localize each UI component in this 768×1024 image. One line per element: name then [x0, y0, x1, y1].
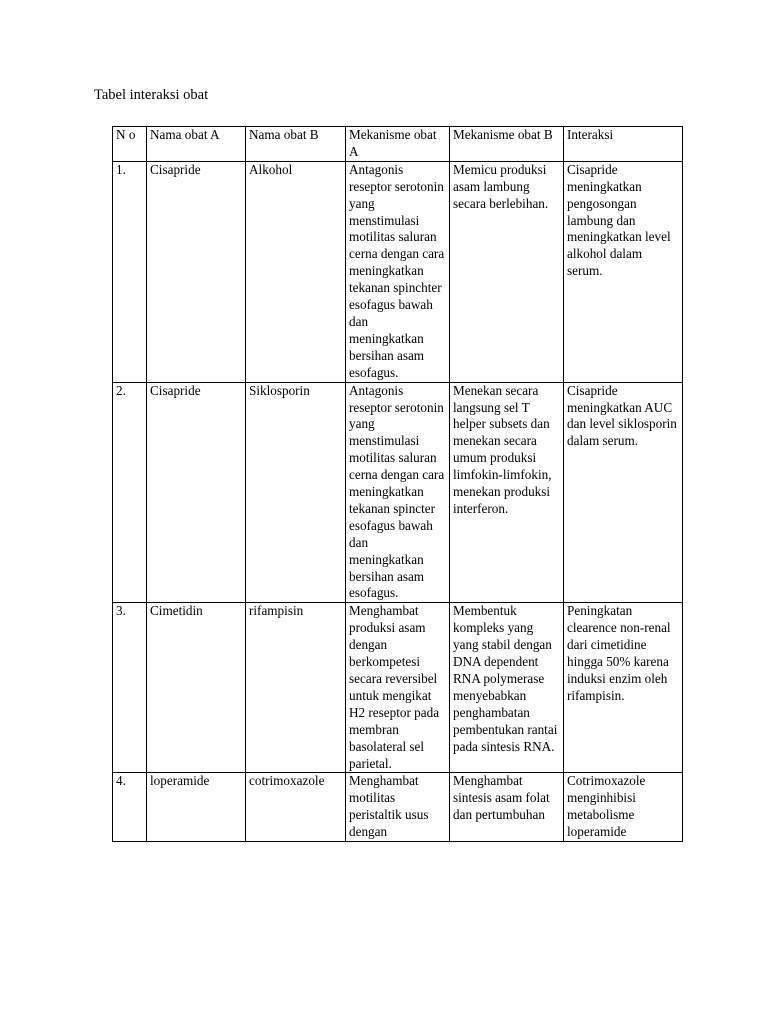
drug-interaction-table — [112, 126, 683, 842]
header-no: N o — [113, 127, 147, 162]
drug-b-cell: Alkohol — [246, 161, 346, 382]
header-drug-b: Nama obat B — [246, 127, 346, 162]
header-mechanism-b: Mekanisme obat B — [450, 127, 564, 162]
mechanism-b-cell: Memicu produksi asam lambung secara berlebihan. — [450, 161, 564, 382]
mechanism-b-cell: Membentuk kompleks yang yang stabil dengan DNA dependent RNA polymerase menyebabkan penghambatan pembentukan rantai pada sintesis RNA. — [450, 603, 564, 773]
mechanism-b-cell: Menghambat sintesis asam folat dan pertumbuhan — [450, 773, 564, 842]
interaction-cell: Peningkatan clearence non-renal dari cimetidine hingga 50% karena induksi enzim oleh rifampisin. — [564, 603, 683, 773]
header-interaction: Interaksi — [564, 127, 683, 162]
row-number: 4. — [113, 773, 147, 842]
interaction-cell: Cisapride meningkatkan pengosongan lambung dan meningkatkan level alkohol dalam serum. — [564, 161, 683, 382]
drug-a-cell: Cimetidin — [147, 603, 246, 773]
table-row — [113, 161, 683, 382]
drug-a-cell: loperamide — [147, 773, 246, 842]
drug-b-cell: Siklosporin — [246, 382, 346, 603]
drug-a-cell: Cisapride — [147, 161, 246, 382]
table-row — [113, 773, 683, 842]
mechanism-b-cell: Menekan secara langsung sel T helper subsets dan menekan secara umum produksi limfokin-limfokin, menekan produksi interferon. — [450, 382, 564, 603]
drug-b-cell: cotrimoxazole — [246, 773, 346, 842]
drug-b-cell: rifampisin — [246, 603, 346, 773]
drug-a-cell: Cisapride — [147, 382, 246, 603]
row-number: 2. — [113, 382, 147, 603]
header-mechanism-a: Mekanisme obat A — [346, 127, 450, 162]
row-number: 3. — [113, 603, 147, 773]
table-row — [113, 603, 683, 773]
page-title: Tabel interaksi obat — [94, 87, 209, 103]
mechanism-a-cell: Antagonis reseptor serotonin yang menstimulasi motilitas saluran cerna dengan cara meningkatkan tekanan spinchter esofagus bawah dan meningkatkan bersihan asam esofagus. — [346, 161, 450, 382]
row-number: 1. — [113, 161, 147, 382]
mechanism-a-cell: Antagonis reseptor serotonin yang menstimulasi motilitas saluran cerna dengan cara meningkatkan tekanan spincter esofagus bawah dan meningkatkan bersihan asam esofagus. — [346, 382, 450, 603]
mechanism-a-cell: Menghambat motilitas peristaltik usus dengan — [346, 773, 450, 842]
interaction-cell: Cotrimoxazole menginhibisi metabolisme loperamide — [564, 773, 683, 842]
table-header-row — [113, 127, 683, 162]
table-row — [113, 382, 683, 603]
interaction-cell: Cisapride meningkatkan AUC dan level siklosporin dalam serum. — [564, 382, 683, 603]
header-drug-a: Nama obat A — [147, 127, 246, 162]
mechanism-a-cell: Menghambat produksi asam dengan berkompetesi secara reversibel untuk mengikat H2 reseptor pada membran basolateral sel parietal. — [346, 603, 450, 773]
